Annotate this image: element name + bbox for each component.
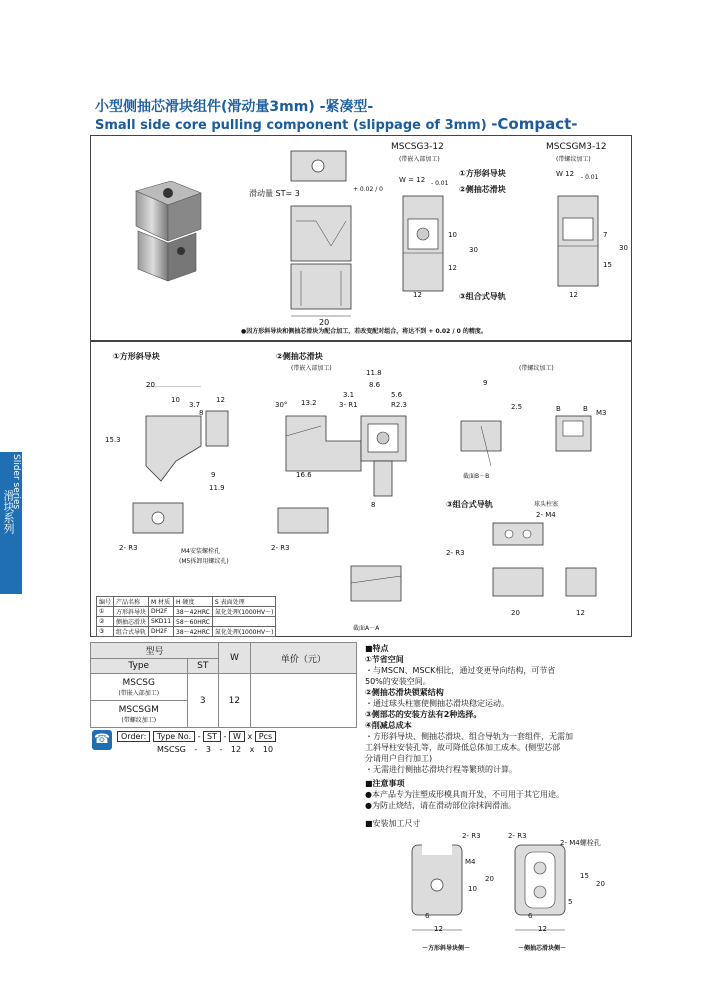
d2-3-1: 3.1 <box>343 391 355 399</box>
model-row <box>91 674 357 701</box>
mount-right-5: 5 <box>568 898 573 906</box>
features-heading: ■特点 <box>365 644 389 653</box>
spec-h-surf: S 表面处理 <box>212 597 276 607</box>
mount-right-12: 12 <box>538 925 547 933</box>
feature-line: 50%的安装空间。 <box>365 677 431 686</box>
spec-cell: ① <box>97 607 114 617</box>
spec-h-hard: H 硬度 <box>174 597 213 607</box>
order-row <box>117 731 276 742</box>
order-sep: - <box>197 732 201 741</box>
d1-r3: 2- R3 <box>119 544 138 552</box>
d3-b1: B <box>556 405 561 413</box>
model-b-name: MSCSGM3-12 <box>546 142 607 152</box>
d3-2-5: 2.5 <box>511 403 523 411</box>
feature-line: ・无需进行侧抽芯滑块行程等繁琐的计算。 <box>365 765 517 774</box>
ball-plunger: 球头柱塞 <box>534 501 559 508</box>
d1-20: 20 <box>146 381 155 389</box>
model-row1-cell <box>91 674 188 701</box>
spec-cell: 氮化处理(1000HV～) <box>212 627 276 637</box>
spec-cell: DH2F <box>149 607 174 617</box>
spec-cell: SKD11 <box>149 617 174 627</box>
spec-cell: 38～42HRC <box>174 627 213 637</box>
model-h-w: W <box>218 643 250 674</box>
rail-m4: 2- M4 <box>536 511 556 519</box>
section-2-title: ②侧抽芯滑块 <box>276 352 323 361</box>
spec-cell: DH2F <box>149 627 174 637</box>
feature-line: 工斜导柱安装孔等，故可降低总体加工成本。(侧型芯部 <box>365 743 561 752</box>
spec-row <box>97 627 276 637</box>
order-example <box>157 745 273 754</box>
d2-16-6: 16.6 <box>296 471 312 479</box>
model-row2-cell <box>91 701 188 728</box>
slide-tolerance: + 0.02 / 0 <box>353 186 383 193</box>
d1-3-7: 3.7 <box>189 401 201 409</box>
model-row2-sub: (带螺纹加工) <box>121 716 157 724</box>
spec-table <box>96 596 276 637</box>
mounting-heading: ■安装加工尺寸 <box>365 819 421 828</box>
d1-10: 10 <box>171 396 180 404</box>
d1-12: 12 <box>216 396 225 404</box>
mount-right-r3: 2- R3 <box>508 832 527 840</box>
mid-panel <box>90 340 632 637</box>
spec-h-mat: M 材质 <box>149 597 174 607</box>
product-photo <box>126 181 211 291</box>
order-ex-w: 12 <box>230 745 242 754</box>
mount-left-m4: M4 <box>465 858 476 866</box>
callout-3: ③组合式导轨 <box>459 292 506 301</box>
mount-right-15: 15 <box>580 872 589 880</box>
w-a-label: W = 12 <box>399 176 426 184</box>
spec-h-name: 产品名称 <box>114 597 149 607</box>
order-sep: - <box>223 732 227 741</box>
d2-r3: 2- R3 <box>271 544 290 552</box>
dim-b-30: 30 <box>619 244 628 252</box>
spec-cell <box>212 617 276 627</box>
mount-left-r3: 2- R3 <box>462 832 481 840</box>
side-tab-cn: 滑块系列 <box>2 490 15 534</box>
d2-3-r1: 3- R1 <box>339 401 358 409</box>
model-a-sub: (带嵌入部加工) <box>399 156 440 163</box>
slider-top-drawing <box>276 506 336 536</box>
order-ex-type: MSCSG <box>157 745 186 754</box>
caution-line: ●为防止烧结，请在滑动部位涂抹润滑油。 <box>365 801 516 810</box>
caution-line: ●本产品专为注塑成形模具而开发，不可用于其它用途。 <box>365 790 564 799</box>
rail-front-drawing <box>491 566 611 606</box>
feature-line: 分请用户自行加工) <box>365 754 433 763</box>
dim-b-7: 7 <box>603 231 608 239</box>
page-title-en <box>95 115 578 133</box>
spec-cell: 38～42HRC <box>174 607 213 617</box>
order-st-box: ST <box>203 731 221 742</box>
d3-m3: M3 <box>596 409 607 417</box>
spec-row <box>97 607 276 617</box>
d2-5-6: 5.6 <box>391 391 403 399</box>
model-h-model: 型号 <box>91 643 219 659</box>
order-type-box: Type No. <box>153 731 195 742</box>
d2-11-8: 11.8 <box>366 369 382 377</box>
model-a-drawing <box>391 191 461 301</box>
feature-line: ②侧抽芯滑块锁紧结构 <box>365 688 444 697</box>
model-a-name: MSCSG3-12 <box>391 142 444 152</box>
spec-cell: 58～60HRC <box>174 617 213 627</box>
spec-h-no: 编号 <box>97 597 114 607</box>
feature-line: ①节省空间 <box>365 655 404 664</box>
dim-a-10: 10 <box>448 231 457 239</box>
spec-cell: 方形斜导块 <box>114 607 149 617</box>
slide-amount-label: 滑动量 ST= 3 <box>249 189 300 198</box>
model-price <box>250 674 356 728</box>
mount-right-6: 6 <box>528 912 533 920</box>
features-section <box>365 643 635 775</box>
d1-9: 9 <box>211 471 216 479</box>
spec-row <box>97 617 276 627</box>
threaded-section-drawing <box>456 396 536 476</box>
section-aa-drawing <box>341 551 421 616</box>
feature-line: ・方形斜导块、侧抽芯滑块、组合导轨为一套组件，无需加 <box>365 732 573 741</box>
model-h-type: Type <box>91 659 188 674</box>
slider-front-drawing <box>356 406 416 501</box>
assembly-drawing <box>236 146 376 326</box>
rail-r3: 2- R3 <box>446 549 465 557</box>
model-b-drawing <box>546 186 616 296</box>
model-row2-type: MSCSGM <box>118 704 159 715</box>
rail-top-drawing <box>491 521 551 551</box>
page-title-cn: 小型侧抽芯滑块组件(滑动量3mm) -紧凑型- <box>95 99 374 115</box>
callout-1: ①方形斜导块 <box>459 169 506 178</box>
cautions-section <box>365 778 635 811</box>
cautions-heading: ■注意事项 <box>365 779 405 788</box>
model-st: 3 <box>187 674 218 728</box>
top-panel <box>90 135 632 342</box>
order-w-box: W <box>229 731 245 742</box>
dim-b-15: 15 <box>603 261 612 269</box>
mount-right-drawing <box>505 830 615 950</box>
rail-20: 20 <box>511 609 520 617</box>
spec-cell: ③ <box>97 627 114 637</box>
rail-12: 12 <box>576 609 585 617</box>
order-ex-st: 3 <box>205 745 211 754</box>
top-footnote: ●因方形斜导块和侧抽芯滑块为配合加工，若改变配对组合，将达不到 + 0.02 / 0 的精度。 <box>241 328 487 335</box>
model-b-sub: (带螺纹加工) <box>556 156 591 163</box>
feature-line: ・通过球头柱塞使侧抽芯滑块稳定运动。 <box>365 699 509 708</box>
model-table <box>90 642 357 728</box>
mount-right-m4: 2- M4螺栓孔 <box>560 839 601 847</box>
title-en-suffix: -Compact- <box>491 115 578 133</box>
model-header-row <box>91 643 357 659</box>
d2-13-2: 13.2 <box>301 399 317 407</box>
feature-line: ・与MSCN、MSCK相比，通过变更导向结构，可节省 <box>365 666 556 675</box>
feature-line: ④削减总成本 <box>365 721 412 730</box>
spec-cell: 氮化处理(1000HV～) <box>212 607 276 617</box>
dim-a-30: 30 <box>469 246 478 254</box>
spec-cell: 侧抽芯滑块 <box>114 617 149 627</box>
model-row1-sub: (带嵌入部加工) <box>118 689 160 697</box>
model-row1-type: MSCSG <box>122 677 155 688</box>
section-aa: 截面A－A <box>353 625 380 632</box>
order-label: Order: <box>117 731 150 742</box>
m5-note: (M5拆卸用螺纹孔) <box>179 558 229 565</box>
side-tab <box>0 452 22 594</box>
mount-left-20: 20 <box>485 875 494 883</box>
phone-icon: ☎ <box>92 730 112 750</box>
mount-right-20: 20 <box>596 880 605 888</box>
d1-11-9: 11.9 <box>209 484 225 492</box>
w-a-tol: - 0.01 <box>431 180 449 187</box>
m4-note: M4安装螺栓孔 <box>181 548 220 555</box>
d2-8: 8 <box>371 501 376 509</box>
section-2-sub: (带嵌入部加工) <box>291 365 332 372</box>
d3-b2: B <box>583 405 588 413</box>
model-h-price: 单价（元） <box>250 643 356 674</box>
order-sep: x <box>247 732 253 741</box>
order-ex-sep: - <box>194 745 198 754</box>
d1-15-3: 15.3 <box>105 436 121 444</box>
section-bb: 截面B－B <box>463 473 490 480</box>
d1-8: 8 <box>199 409 204 417</box>
spec-cell: 组合式导轨 <box>114 627 149 637</box>
section-1-title: ①方形斜导块 <box>113 352 160 361</box>
feature-line: ③侧部芯的安装方法有2种选择。 <box>365 710 482 719</box>
mount-left-drawing <box>400 830 510 950</box>
mount-left-6: 6 <box>425 912 430 920</box>
w-b-label: W 12 <box>556 170 575 178</box>
mount-right-caption: －侧抽芯滑块侧－ <box>518 945 567 952</box>
d2-30deg: 30° <box>275 401 288 409</box>
mount-left-12: 12 <box>434 925 443 933</box>
side-tab-en: Slider series <box>11 454 21 510</box>
section-4-title: ③组合式导轨 <box>446 500 493 509</box>
threaded-front-drawing <box>551 411 611 466</box>
dim-20: 20 <box>319 318 330 327</box>
w-b-tol: - 0.01 <box>581 174 599 181</box>
d3-9: 9 <box>483 379 488 387</box>
order-ex-pcs: 10 <box>262 745 274 754</box>
d2-8-6: 8.6 <box>369 381 381 389</box>
order-pcs-box: Pcs <box>255 731 276 742</box>
mount-left-caption: －方形斜导块侧－ <box>422 945 471 952</box>
spec-header-row <box>97 597 276 607</box>
bottom-a: 12 <box>413 291 422 299</box>
spec-cell: ② <box>97 617 114 627</box>
guide-top-drawing <box>131 501 191 536</box>
callout-2: ②侧抽芯滑块 <box>459 185 506 194</box>
d2-r2-3: R2.3 <box>391 401 407 409</box>
model-w: 12 <box>218 674 250 728</box>
dim-a-12: 12 <box>448 264 457 272</box>
model-h-st: ST <box>187 659 218 674</box>
title-en-main: Small side core pulling component (slippage of 3mm) <box>95 118 492 133</box>
order-ex-sep: - <box>219 745 223 754</box>
section-3-sub: (带螺纹加工) <box>519 365 554 372</box>
order-ex-sep: x <box>249 745 255 754</box>
bottom-b: 12 <box>569 291 578 299</box>
mount-left-10: 10 <box>468 885 477 893</box>
